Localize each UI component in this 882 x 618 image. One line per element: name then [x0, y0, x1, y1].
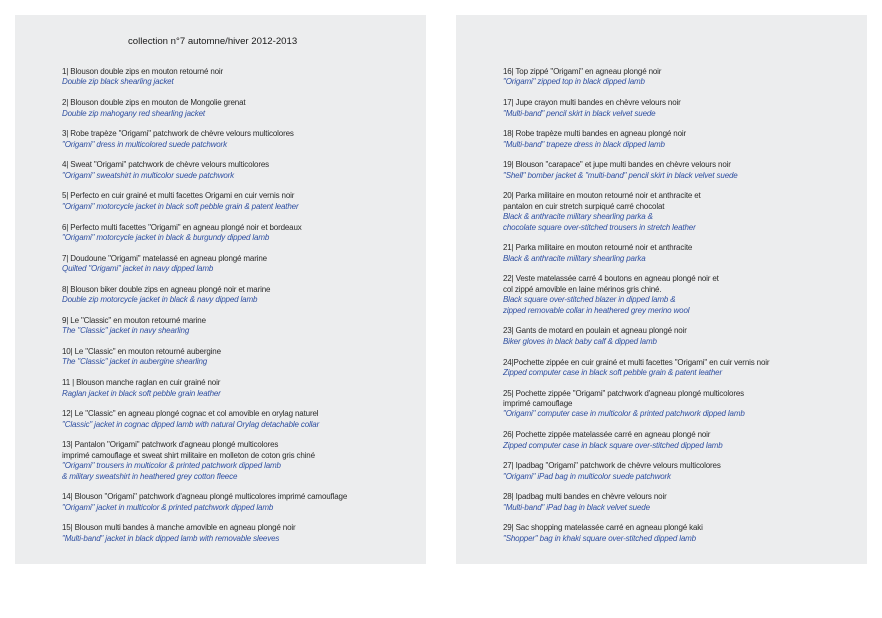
- entry-description-fr: 19| Blouson "carapace" et jupe multi bandes en chèvre velours noir: [503, 160, 731, 170]
- collection-entry: [62, 285, 424, 306]
- collection-entry: [503, 523, 865, 544]
- collection-entry: [503, 98, 865, 119]
- entry-description-en: Double zip mahogany red shearling jacket: [62, 108, 205, 118]
- collection-entry: [62, 160, 424, 181]
- collection-entry: [503, 358, 865, 379]
- collection-entry: [62, 440, 424, 482]
- collection-entry: [503, 492, 865, 513]
- entry-description-en: "Origami" computer case in multicolor & printed patchwork dipped lamb: [503, 409, 745, 419]
- entry-description-en: "Multi-band" iPad bag in black velvet suede: [503, 502, 650, 512]
- entry-description-en: "Origami" jacket in multicolor & printed patchwork dipped lamb: [62, 502, 274, 512]
- entry-description-en: "Shopper" bag in khaki square over-stitched dipped lamb: [503, 533, 696, 543]
- collection-entry: [62, 98, 424, 119]
- entry-description-en: "Origami" motorcycle jacket in black soft pebble grain & patent leather: [62, 201, 299, 211]
- collection-entry: [62, 254, 424, 275]
- right-entry-list: [503, 67, 865, 555]
- entry-description-en: Zipped computer case in black square over-stitched dipped lamb: [503, 440, 723, 450]
- entry-description-fr: 9| Le "Classic" en mouton retourné marine: [62, 315, 206, 325]
- entry-description-en: Black & anthracite military shearling parka &: [503, 212, 653, 222]
- collection-entry: [503, 243, 865, 264]
- entry-description-fr: 23| Gants de motard en poulain et agneau plongé noir: [503, 326, 687, 336]
- entry-description-fr: 15| Blouson multi bandes à manche amovible en agneau plongé noir: [62, 523, 296, 533]
- collection-entry: [62, 523, 424, 544]
- entry-description-fr: pantalon en cuir stretch surpiqué carré chocolat: [503, 201, 665, 211]
- entry-description-en: Double zip motorcycle jacket in black & navy dipped lamb: [62, 295, 258, 305]
- right-page: [456, 15, 867, 564]
- collection-entry: [62, 191, 424, 212]
- entry-description-en: "Origami" iPad bag in multicolor suede patchwork: [503, 471, 671, 481]
- entry-description-en: "Origami" trousers in multicolor & printed patchwork dipped lamb: [62, 461, 281, 471]
- entry-description-fr: 12| Le "Classic" en agneau plongé cognac et col amovible en orylag naturel: [62, 409, 319, 419]
- entry-description-fr: 2| Blouson double zips en mouton de Mongolie grenat: [62, 98, 246, 108]
- entry-description-fr: 16| Top zippé "Origami" en agneau plongé noir: [503, 67, 662, 76]
- entry-description-fr: 13| Pantalon "Origami" patchwork d'agneau plongé multicolores: [62, 440, 279, 450]
- entry-description-fr: 1| Blouson double zips en mouton retourné noir: [62, 67, 224, 76]
- entry-description-en: "Multi-band" trapeze dress in black dipped lamb: [503, 139, 665, 149]
- collection-entry: [62, 492, 424, 513]
- entry-description-en: chocolate square over-stitched trousers in stretch leather: [503, 222, 696, 232]
- entry-description-fr: 29| Sac shopping matelassée carré en agneau plongé kaki: [503, 523, 703, 533]
- entry-description-fr: 10| Le "Classic" en mouton retourné aubergine: [62, 346, 221, 356]
- collection-entry: [503, 129, 865, 150]
- collection-entry: [62, 67, 424, 88]
- entry-description-en: & military sweatshirt in heathered grey cotton fleece: [62, 471, 238, 481]
- entry-description-fr: imprimé camouflage: [503, 399, 573, 409]
- entry-description-fr: 7| Doudoune "Origami" matelassé en agneau plongé marine: [62, 253, 267, 263]
- entry-description-en: Zipped computer case in black soft pebble grain & patent leather: [503, 367, 722, 377]
- entry-description-fr: 6| Perfecto multi facettes "Origami" en agneau plongé noir et bordeaux: [62, 222, 302, 232]
- entry-description-fr: 22| Veste matelassée carré 4 boutons en agneau plongé noir et: [503, 274, 719, 284]
- entry-description-en: Black & anthracite military shearling parka: [503, 253, 646, 263]
- entry-description-fr: 4| Sweat "Origami" patchwork de chèvre velours multicolores: [62, 160, 269, 170]
- entry-description-fr: 26| Pochette zippée matelassée carré en agneau plongé noir: [503, 430, 711, 440]
- collection-entry: [503, 67, 865, 88]
- entry-description-en: "Origami" sweatshirt in multicolor suede patchwork: [62, 170, 235, 180]
- entry-description-fr: 24|Pochette zippée en cuir grainé et multi facettes "Origami" en cuir vernis noir: [503, 357, 770, 367]
- entry-description-fr: 20| Parka militaire en mouton retourné noir et anthracite et: [503, 191, 701, 201]
- entry-description-en: Raglan jacket in black soft pebble grain leather: [62, 388, 221, 398]
- entry-description-fr: col zippé amovible en laine mérinos gris chiné.: [503, 284, 662, 294]
- entry-description-en: "Multi-band" pencil skirt in black velvet suede: [503, 108, 656, 118]
- entry-description-en: "Multi-band" jacket in black dipped lamb with removable sleeves: [62, 533, 280, 543]
- entry-description-fr: 27| Ipadbag "Origami" patchwork de chèvre velours multicolores: [503, 461, 721, 471]
- collection-entry: [503, 160, 865, 181]
- entry-description-en: Black square over-stitched blazer in dipped lamb &: [503, 295, 676, 305]
- collection-entry: [503, 389, 865, 420]
- entry-description-fr: 21| Parka militaire en mouton retourné noir et anthracite: [503, 243, 693, 253]
- entry-description-fr: 18| Robe trapèze multi bandes en agneau plongé noir: [503, 129, 687, 139]
- entry-description-en: Biker gloves in black baby calf & dipped lamb: [503, 336, 657, 346]
- collection-entry: [62, 378, 424, 399]
- collection-entry: [503, 430, 865, 451]
- entry-description-en: "Classic" jacket in cognac dipped lamb with natural Orylag detachable collar: [62, 419, 320, 429]
- entry-description-en: The "Classic" jacket in navy shearling: [62, 326, 190, 336]
- collection-entry: [503, 274, 865, 316]
- entry-description-en: "Origami" zipped top in black dipped lamb: [503, 77, 645, 87]
- left-entry-list: [62, 67, 424, 554]
- collection-entry: [503, 461, 865, 482]
- entry-description-en: "Origami" dress in multicolored suede patchwork: [62, 139, 227, 149]
- collection-entry: [62, 223, 424, 244]
- left-page: [15, 15, 426, 564]
- entry-description-en: "Origami" motorcycle jacket in black & burgundy dipped lamb: [62, 232, 270, 242]
- entry-description-en: Quilted "Origami" jacket in navy dipped lamb: [62, 264, 214, 274]
- entry-description-fr: 11 | Blouson manche raglan en cuir grainé noir: [62, 378, 221, 388]
- entry-description-en: "Shell" bomber jacket & "multi-band" pencil skirt in black velvet suede: [503, 170, 738, 180]
- collection-title: collection n°7 automne/hiver 2012-2013: [128, 36, 298, 47]
- entry-description-en: zipped removable collar in heathered grey merino wool: [503, 305, 690, 315]
- entry-description-fr: 3| Robe trapèze "Origami" patchwork de chèvre velours multicolores: [62, 129, 294, 139]
- entry-description-fr: 25| Pochette zippée "Origami" patchwork d'agneau plongé multicolores: [503, 388, 745, 398]
- entry-description-fr: 8| Blouson biker double zips en agneau plongé noir et marine: [62, 284, 271, 294]
- collection-entry: [62, 316, 424, 337]
- collection-entry: [62, 347, 424, 368]
- collection-entry: [62, 129, 424, 150]
- entry-description-fr: 5| Perfecto en cuir grainé et multi facettes Origami en cuir vernis noir: [62, 191, 295, 201]
- collection-entry: [503, 326, 865, 347]
- entry-description-fr: imprimé camouflage et sweat shirt militaire en molleton de coton gris chiné: [62, 450, 315, 460]
- entry-description-fr: 28| Ipadbag multi bandes en chèvre velours noir: [503, 492, 667, 502]
- entry-description-fr: 17| Jupe crayon multi bandes en chèvre velours noir: [503, 98, 681, 108]
- collection-entry: [62, 409, 424, 430]
- collection-entry: [503, 191, 865, 233]
- entry-description-en: The "Classic" jacket in aubergine shearling: [62, 357, 208, 367]
- entry-description-en: Double zip black shearling jacket: [62, 77, 174, 87]
- entry-description-fr: 14| Blouson "Origami" patchwork d'agneau plongé multicolores imprimé camouflage: [62, 492, 348, 502]
